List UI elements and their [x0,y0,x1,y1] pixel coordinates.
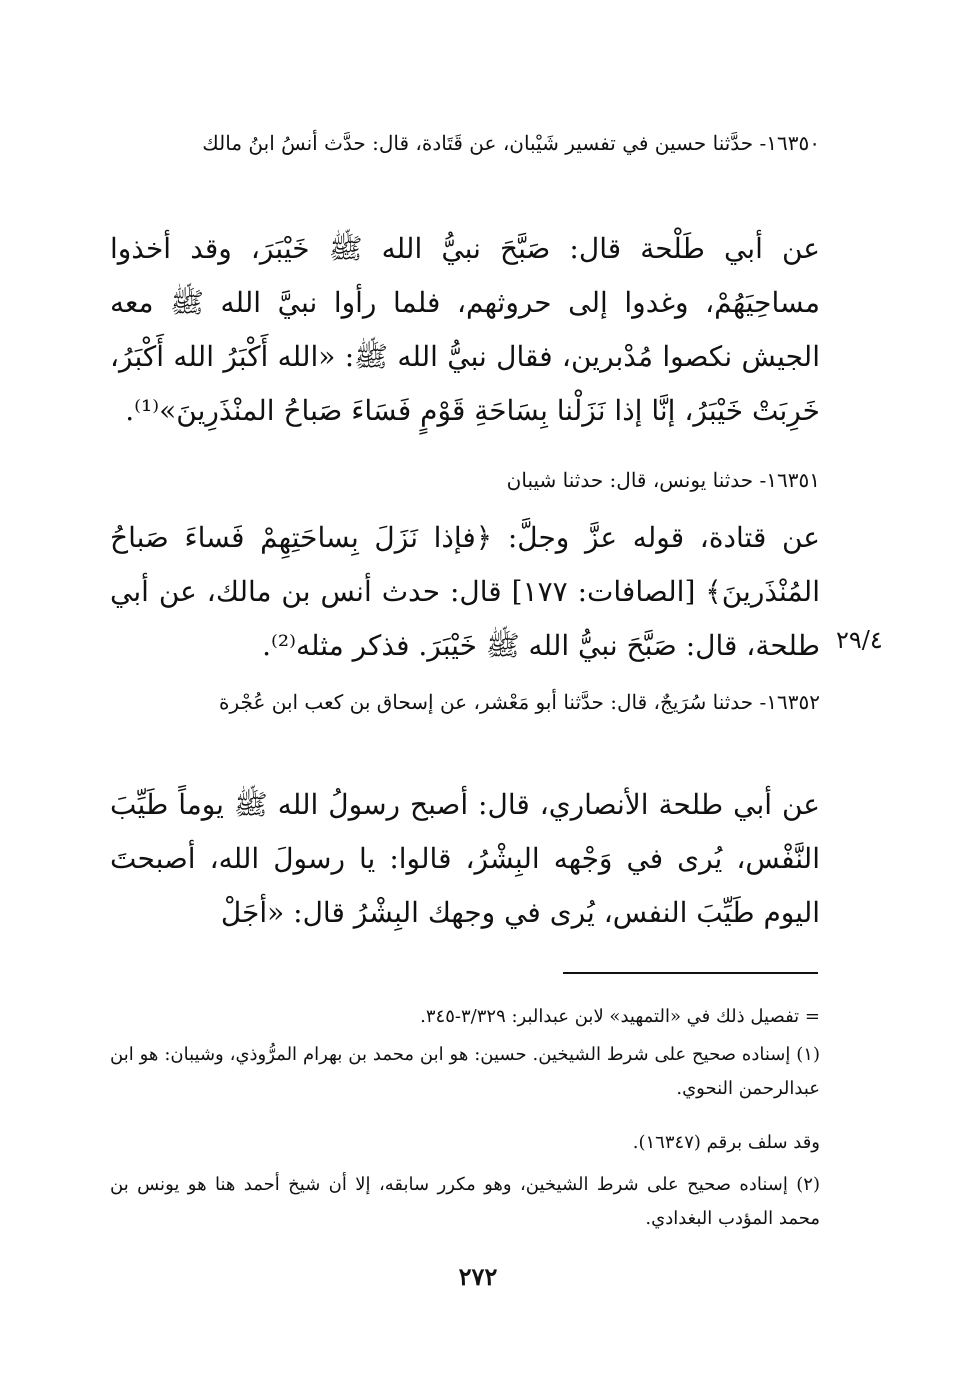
page-number: ٢٧٢ [458,1262,498,1291]
hadith-16351-isnad: ١٦٣٥١- حدثنا يونس، قال: حدثنا شيبان [506,468,820,492]
footnote-1-extra: وقد سلف برقم (١٦٣٤٧). [632,1132,820,1153]
margin-volume-reference: ٢٩/٤ [836,626,883,654]
footnote-divider [563,972,818,974]
footnote-continuation: = تفصيل ذلك في «التمهيد» لابن عبدالبر: ٣/٣٢٩-٣٤٥. [420,1006,820,1027]
hadith-16352-isnad: ١٦٣٥٢- حدثنا سُرَيجٌ، قال: حدَّثنا أبو مَعْشر، عن إسحاق بن كعب ابن عُجْرة [219,690,820,714]
hadith-16352-text: عن أبي طلحة الأنصاري، قال: أصبح رسولُ الله ﷺ يوماً طَيِّبَ النَّفْس، يُرى في وَجْهه البِشْرُ، قالوا: يا رسولَ الله، أصبحتَ اليوم طَيِّبَ النفس، يُرى في وجهك البِشْرُ قال: «أجَلْ [110,788,820,929]
footnote-1: (١) إسناده صحيح على شرط الشيخين. حسين: هو ابن محمد بن بهرام المرُّوذي، وشيبان: هو ابن عبدالرحمن النحوي. [110,1044,820,1099]
footnote-2: (٢) إسناده صحيح على شرط الشيخين، وهو مكرر سابقه، إلا أن شيخ أحمد هنا هو يونس بن محمد المؤدب البغدادي. [110,1174,820,1229]
hadith-16350-text: عن أبي طَلْحة قال: صَبَّحَ نبيُّ الله ﷺ خَيْبَرَ، وقد أخذوا مساحِيَهُمْ، وغدوا إلى حروثهم، فلما رأوا نبيَّ الله ﷺ معه الجيش نكصوا مُدْبرين، فقال نبيُّ الله ﷺ: «الله أَكْبَرُ الله أَكْبَرُ، خَرِبَتْ خَيْبَرُ، إنَّا إذا نَزَلْنا بِسَاحَةِ قَوْمٍ فَسَاءَ صَباحُ المنْذَرِينَ»⁽¹⁾. [110,232,820,427]
hadith-16351-text: عن قتادة، قوله عزَّ وجلَّ: ﴿فإذا نَزَلَ بِساحَتِهِمْ فَساءَ صَباحُ المُنْذَرينَ﴾ [الصافات: ١٧٧] قال: حدث أنس بن مالك، عن أبي طلحة، قال: صَبَّحَ نبيُّ الله ﷺ خَيْبَرَ. فذكر مثله⁽²⁾. [110,521,820,662]
hadith-16350-isnad: ١٦٣٥٠- حدَّثنا حسين في تفسير شَيْبان، عن قَتَادة، قال: حدَّث أنسُ ابنُ مالك [202,131,820,155]
